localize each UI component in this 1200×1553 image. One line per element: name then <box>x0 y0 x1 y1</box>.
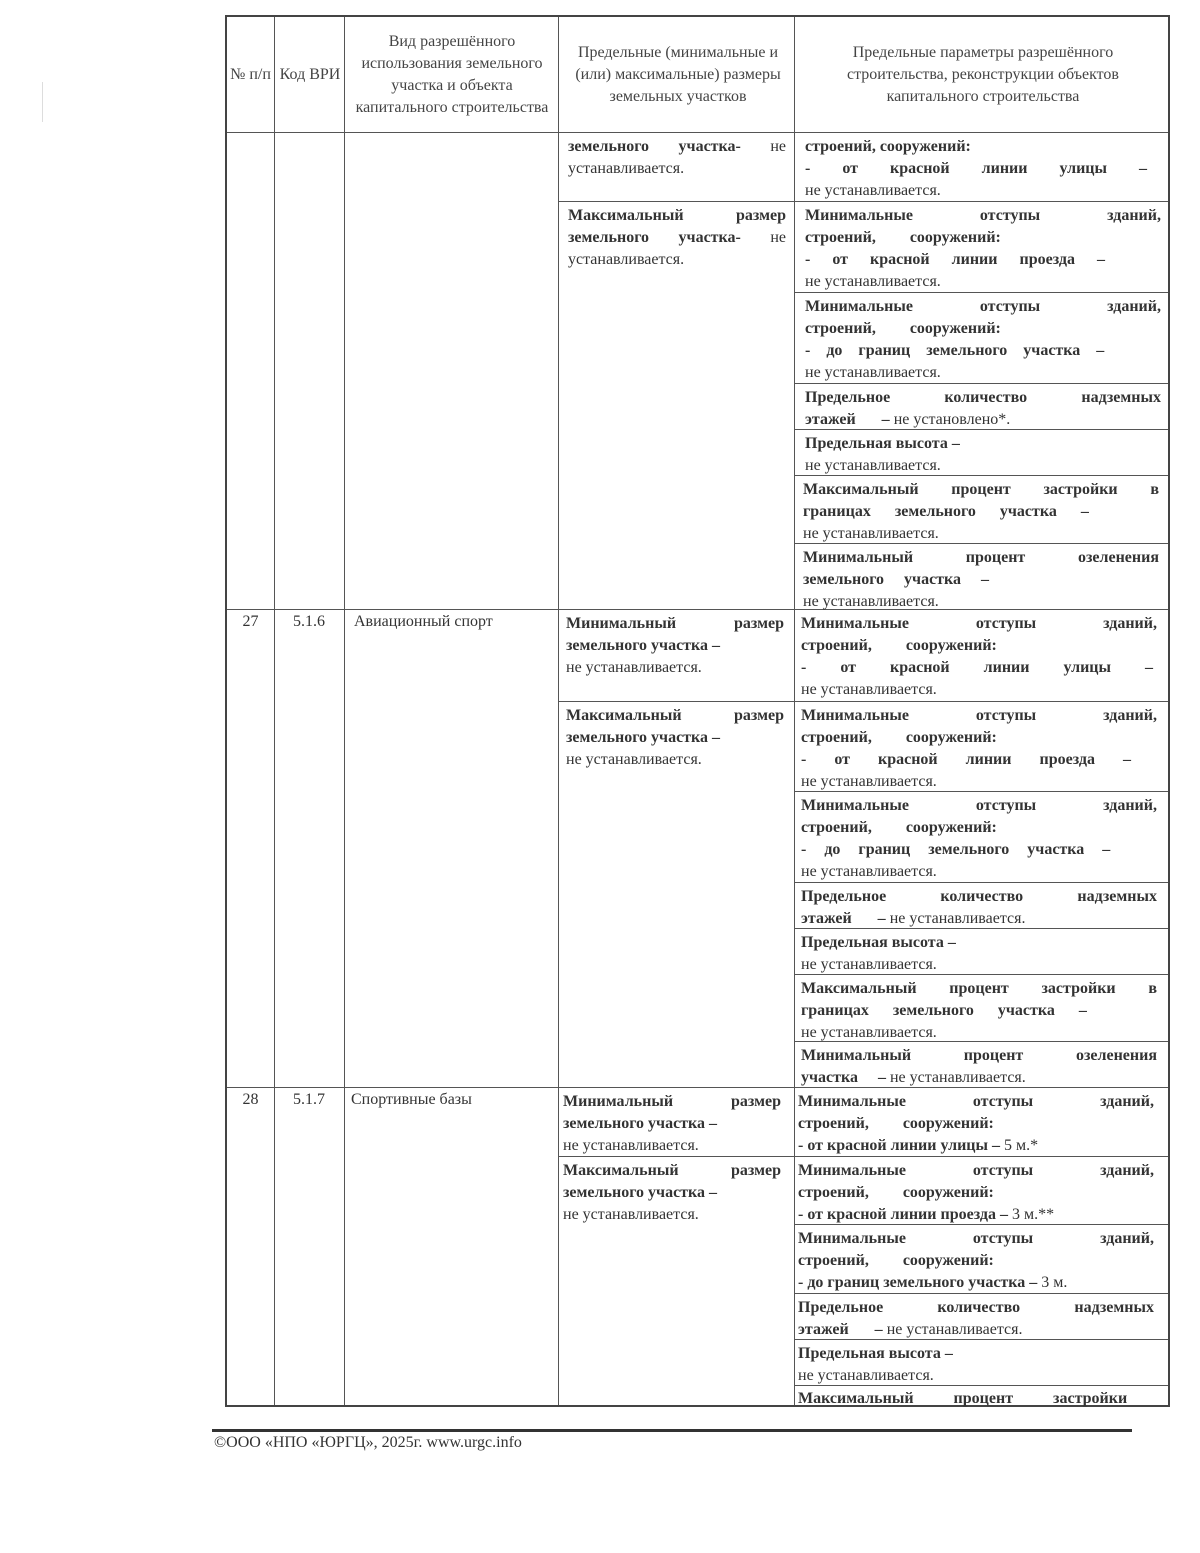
row27-param-coverage: Максимальный процент застройки в границах земельного участка – не устанавливается. <box>801 980 1157 1041</box>
header-params: Предельные параметры разрешённого строительства, реконструкции объектов капитального строительства <box>847 43 1119 105</box>
row28-param-boundary: Минимальные отступы зданий, строений, сооружений: - до границ земельного участка – 3 м. <box>798 1230 1154 1291</box>
page-footer: ©ООО «НПО «ЮРГЦ», 2025г. www.urgc.info <box>214 1434 522 1451</box>
row27-param-passage: Минимальные отступы зданий, строений, сооружений: - от красной линии проезда – не устанавливается. <box>801 707 1157 790</box>
header-num: № п/п <box>230 65 271 83</box>
cont-param-street: строений, сооружений: - от красной линии улицы – не устанавливается. <box>805 138 1147 199</box>
cont-param-height: Предельная высота – не устанавливается. <box>805 435 960 474</box>
row27-param-greening: Минимальный процент озеленения участка – не устанавливается. <box>801 1047 1157 1086</box>
row28-num: 28 <box>242 1091 259 1108</box>
row27-param-boundary: Минимальные отступы зданий, строений, сооружений: - до границ земельного участка – не устанавливается. <box>801 797 1157 880</box>
row28-param-floors: Предельное количество надземных этажей – не устанавливается. <box>798 1299 1154 1338</box>
row28-size-min: Минимальный размер земельного участка – не устанавливается. <box>563 1093 781 1154</box>
row28-param-coverage: Максимальный процент застройки <box>798 1390 1128 1407</box>
cont-param-boundary: Минимальные отступы зданий, строений, сооружений: - до границ земельного участка – не устанавливается. <box>805 298 1161 381</box>
scan-artifact <box>42 82 43 122</box>
row27-param-floors: Предельное количество надземных этажей – не устанавливается. <box>801 888 1157 927</box>
row28-param-street: Минимальные отступы зданий, строений, сооружений: - от красной линии улицы – 5 м.* <box>798 1093 1154 1154</box>
row28-param-passage: Минимальные отступы зданий, строений, сооружений: - от красной линии проезда – 3 м.** <box>798 1162 1154 1223</box>
cont-param-greening: Минимальный процент озеленения земельного участка – не устанавливается. <box>803 549 1159 610</box>
regulations-table <box>225 15 1170 1407</box>
footer-divider <box>212 1429 1132 1432</box>
cont-size-min: земельного участка- не устанавливается. <box>568 138 786 177</box>
row28-use: Спортивные базы <box>351 1091 472 1108</box>
row27-num: 27 <box>242 613 259 630</box>
cont-size-max: Максимальный размер земельного участка- не устанавливается. <box>568 207 786 268</box>
row28-code: 5.1.7 <box>293 1091 325 1108</box>
row27-size-max: Максимальный размер земельного участка – не устанавливается. <box>566 707 784 768</box>
row27-code: 5.1.6 <box>293 613 325 630</box>
row27-param-height: Предельная высота – не устанавливается. <box>801 934 956 973</box>
row27-use: Авиационный спорт <box>354 613 493 630</box>
cont-param-passage: Минимальные отступы зданий, строений, сооружений: - от красной линии проезда – не устанавливается. <box>805 207 1161 290</box>
row28-param-height: Предельная высота – не устанавливается. <box>798 1345 953 1384</box>
cont-param-coverage: Максимальный процент застройки в границах земельного участка – не устанавливается. <box>803 481 1159 542</box>
header-code: Код ВРИ <box>279 65 341 83</box>
row27-param-street: Минимальные отступы зданий, строений, сооружений: - от красной линии улицы – не устанавливается. <box>801 615 1157 698</box>
header-use: Вид разрешённого использования земельного участка и объекта капитального строительства <box>355 32 549 116</box>
header-sizes: Предельные (минимальные и (или) максимальные) размеры земельных участков <box>575 43 781 105</box>
cont-param-floors: Предельное количество надземных этажей – не установлено*. <box>805 389 1161 428</box>
row27-size-min: Минимальный размер земельного участка – не устанавливается. <box>566 615 784 676</box>
row28-size-max: Максимальный размер земельного участка – не устанавливается. <box>563 1162 781 1223</box>
